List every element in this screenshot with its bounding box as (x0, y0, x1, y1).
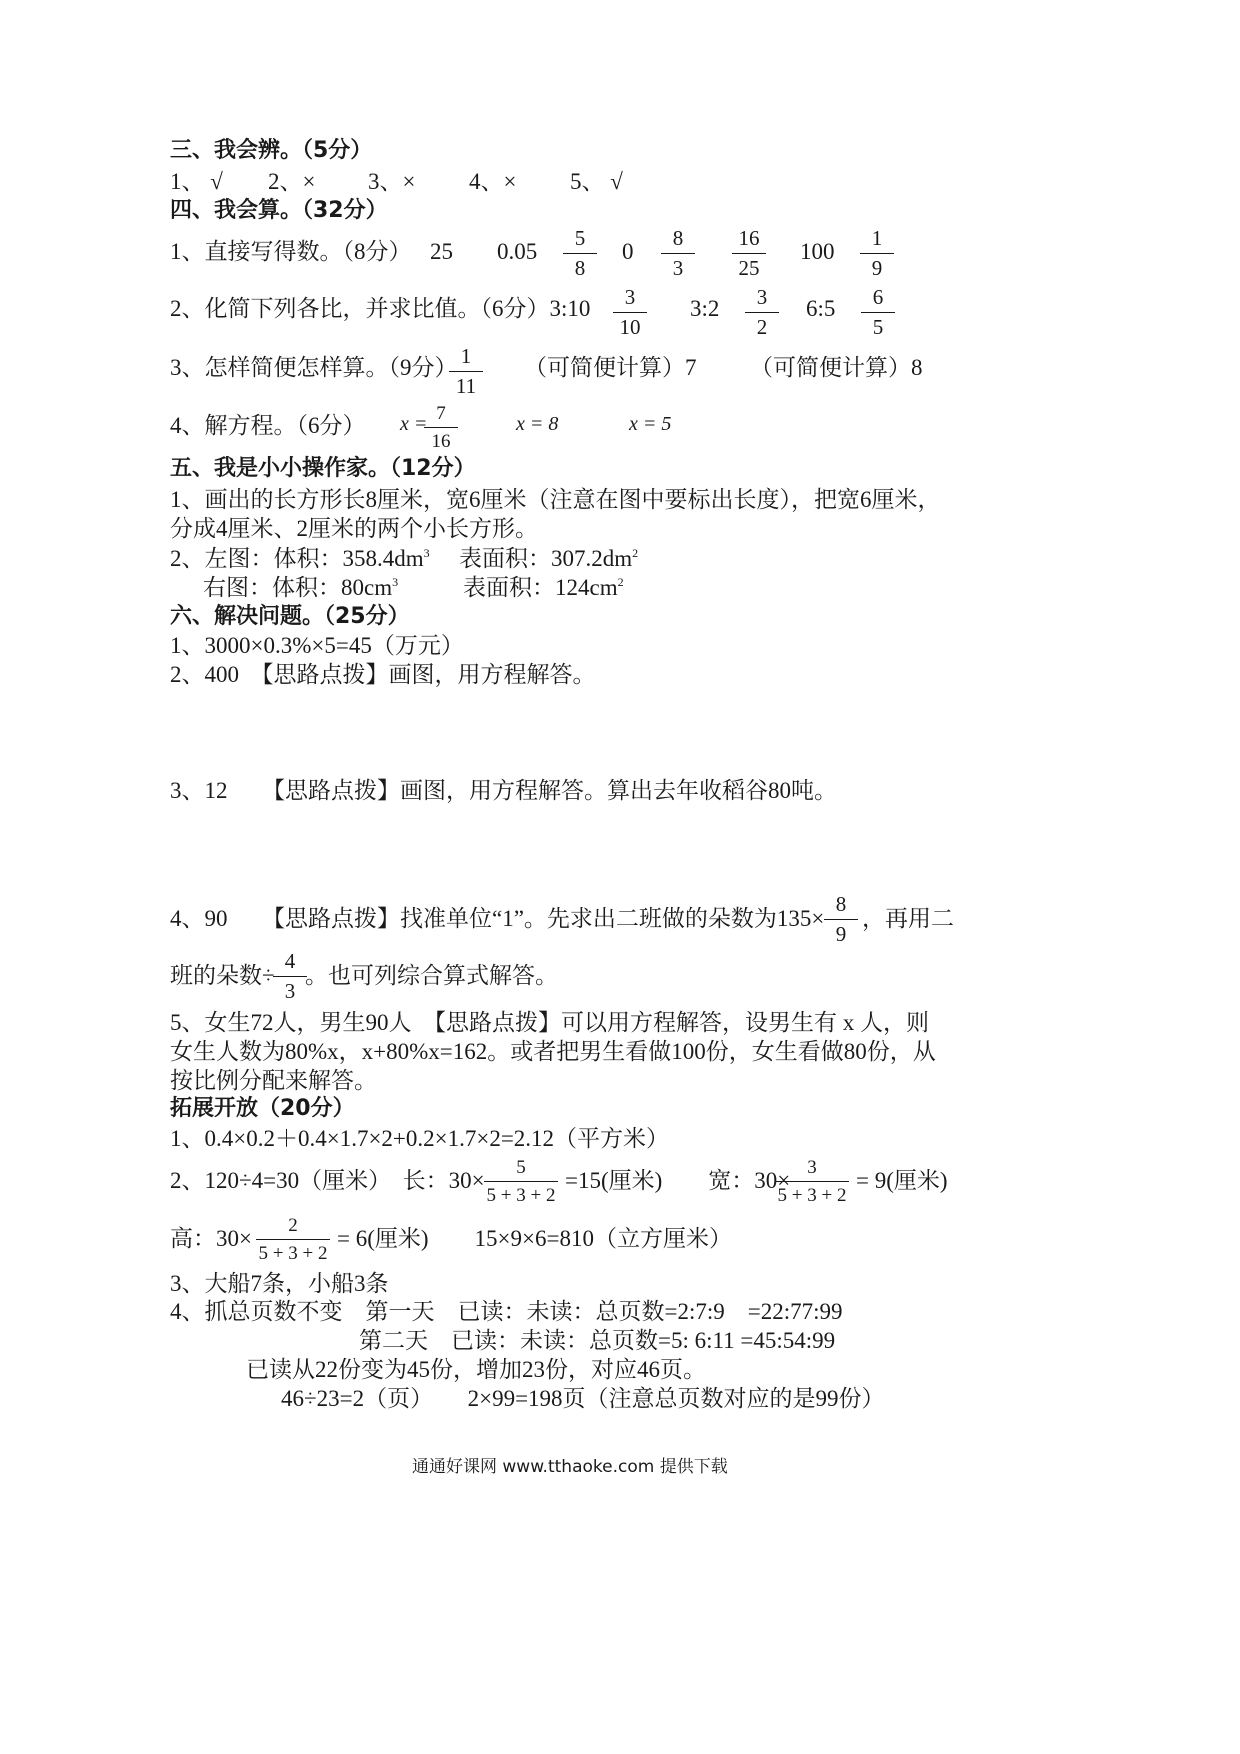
text-line: 已读从22份变为45份，增加23份，对应46页。 (246, 1357, 706, 1382)
fraction: 3 2 (742, 287, 782, 338)
q1-value: 0.05 (497, 239, 538, 264)
text-line: 。也可列综合算式解答。 (305, 963, 558, 988)
text-line: 4、抓总页数不变 第一天 已读：未读：总页数=2:7:9 =22:77:99 (170, 1299, 843, 1324)
section-5-title: 五、我是小小操作家。（12分） (170, 456, 476, 481)
text-line: 第二天 已读：未读：总页数=5: 6:11 =45:54:99 (359, 1328, 836, 1353)
q1-value: 25 (430, 239, 453, 264)
text-line: 右图：体积：$80cm^3$ (203, 575, 399, 600)
text-line: 2、左图：体积：$358.4dm^3$ (170, 546, 430, 571)
q4-label: 4、解方程。（6分） (170, 413, 366, 438)
section-7-title: 拓展开放（20分） (170, 1096, 355, 1121)
text-line: 46÷23=2（页） 2×99=198页（注意总页数对应的是99份） (281, 1386, 885, 1411)
text-line: 分成4厘米、2厘米的两个小长方形。 (170, 516, 538, 541)
footer-text: 通通好课网 www.tthaoke.com 提供下载 (412, 1457, 728, 1477)
q2-label: 2、化简下列各比，并求比值。（6分）3:10 (170, 296, 591, 321)
text-line: 表面积：$307.2dm^2$ (459, 546, 639, 571)
fraction: 16 25 (729, 228, 769, 279)
fraction: 1 9 (857, 228, 897, 279)
text-line: 3、12 【思路点拨】画图，用方程解答。算出去年收稻谷80吨。 (170, 778, 837, 803)
ratio: 6:5 (806, 296, 836, 321)
q3-text: （可简便计算）7 (524, 355, 697, 380)
section-3-title: 三、我会辨。（5分） (170, 138, 373, 163)
text-line: 1、0.4×0.2＋0.4×1.7×2+0.2×1.7×2=2.12（平方米） (170, 1126, 670, 1151)
fraction: 3 10 (610, 287, 650, 338)
fraction: 8 3 (658, 228, 698, 279)
q1-label: 1、直接写得数。（8分） (170, 239, 412, 264)
fraction: 8 9 (821, 894, 861, 945)
section-6-title: 六、解决问题。（25分） (170, 604, 410, 629)
fraction: 6 5 (858, 287, 898, 338)
section-4-title: 四、我会算。（32分） (170, 198, 388, 223)
answer-item: 4、× (469, 169, 517, 194)
text-line: 按比例分配来解答。 (170, 1068, 377, 1093)
q1-value: 0 (622, 239, 634, 264)
text-line: = 9(厘米) (856, 1168, 948, 1193)
text-line: = 6(厘米) 15×9×6=810（立方厘米） (337, 1226, 732, 1251)
text-line: 4、90 【思路点拨】找准单位“1”。先求出二班做的朵数为135× (170, 906, 825, 931)
text-line: 2、120÷4=30（厘米） 长：30× (170, 1168, 485, 1193)
answer-item: 1、 √ (170, 169, 223, 194)
text-line: 1、3000×0.3%×5=45（万元） (170, 633, 464, 658)
text-line: 表面积：$124cm^2$ (463, 575, 624, 600)
answer-item: 3、× (368, 169, 416, 194)
fraction: 5 8 (560, 228, 600, 279)
fraction: 7 16 (421, 404, 461, 451)
answer-item: 5、 √ (570, 169, 623, 194)
ratio: 3:2 (690, 296, 720, 321)
equation: x = 8 (516, 413, 559, 435)
equation: x = 5 (629, 413, 672, 435)
text-line: 班的朵数÷ (170, 963, 275, 988)
fraction: 5 5 + 3 + 2 (481, 1158, 561, 1205)
text-line: 5、女生72人，男生90人 【思路点拨】可以用方程解答，设男生有 x 人，则 (170, 1010, 929, 1035)
text-line: ，再用二 (862, 906, 954, 931)
text-line: =15(厘米) 宽：30× (565, 1168, 791, 1193)
fraction: 3 5 + 3 + 2 (772, 1158, 852, 1205)
text-line: 女生人数为80%x，x+80%x=162。或者把男生看做100份，女生看做80份，从 (170, 1039, 936, 1064)
text-line: 高：30× (170, 1226, 252, 1251)
equation: x = (400, 413, 428, 435)
answer-item: 2、× (268, 169, 316, 194)
text-line: 1、画出的长方形长8厘米，宽6厘米（注意在图中要标出长度），把宽6厘米， (170, 487, 941, 512)
fraction: 4 3 (270, 951, 310, 1002)
fraction: 2 5 + 3 + 2 (253, 1216, 333, 1263)
text-line: 3、大船7条，小船3条 (170, 1271, 389, 1296)
q3-text: （可简便计算）8 (750, 355, 923, 380)
q3-label: 3、怎样简便怎样算。（9分） (170, 355, 458, 380)
text-line: 2、400 【思路点拨】画图，用方程解答。 (170, 662, 596, 687)
q1-value: 100 (800, 239, 835, 264)
fraction: 1 11 (446, 346, 486, 397)
